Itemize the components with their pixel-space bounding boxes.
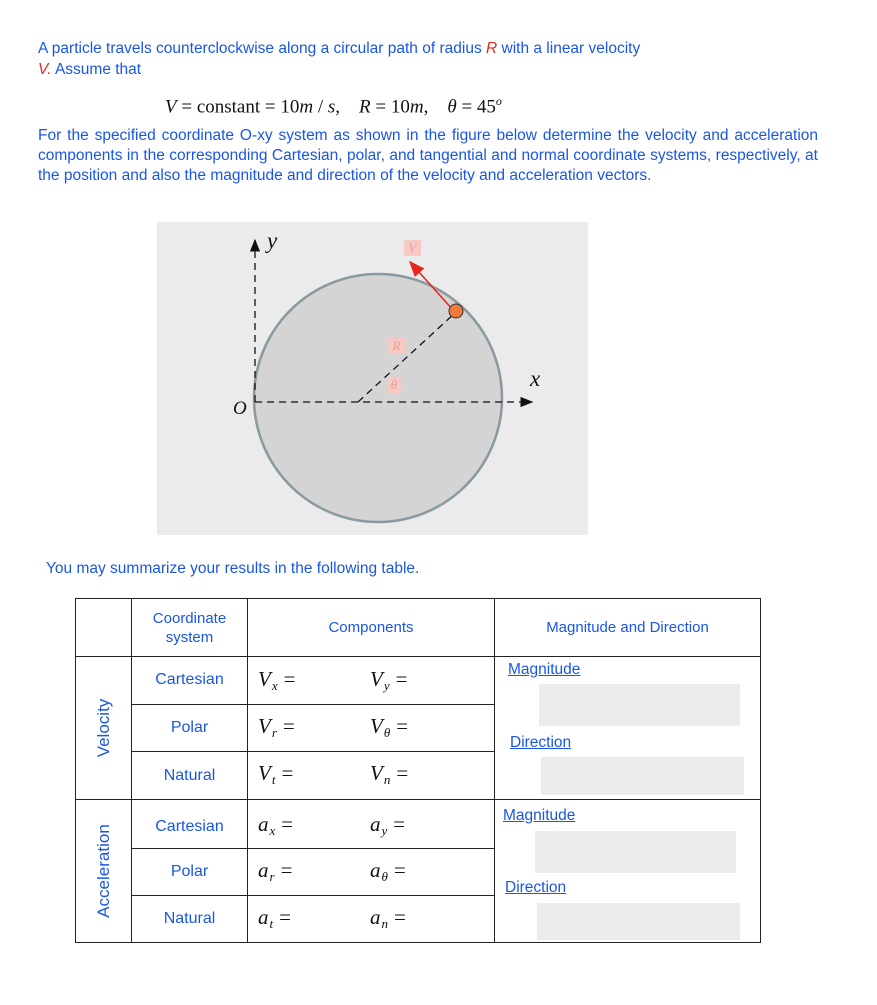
- acc-natural-c1: $a_t$ =: [258, 905, 291, 931]
- acceleration-systems: [132, 800, 248, 943]
- radius-label: R: [392, 338, 401, 353]
- acceleration-label: Acceleration: [93, 824, 113, 918]
- vel-polar-c1: $V_r$ =: [258, 714, 295, 740]
- figure-svg: [157, 222, 588, 535]
- sys-acc-cartesian: Cartesian: [155, 818, 224, 835]
- divider: [248, 751, 494, 752]
- eq-degree: o: [495, 94, 502, 108]
- eq-V: V: [165, 96, 177, 118]
- acc-cart-c1: $a_x$ =: [258, 812, 294, 838]
- velocity-label: Velocity: [93, 698, 113, 758]
- origin-label: O: [233, 398, 247, 419]
- eq-unit-m2: m: [409, 96, 424, 118]
- divider: [248, 704, 494, 705]
- acceleration-direction-answer-box[interactable]: [537, 903, 740, 940]
- divider: [248, 848, 494, 849]
- intro-text-2: with a linear velocity: [497, 40, 641, 57]
- eq-part-1: = constant = 10: [176, 96, 300, 118]
- eq-theta: θ: [447, 96, 457, 118]
- divider: [248, 895, 494, 896]
- problem-intro: [38, 38, 828, 80]
- acc-cart-c2: $a_y$ =: [370, 812, 406, 838]
- velocity-symbol: V.: [38, 61, 52, 78]
- theta-label: θ: [390, 377, 398, 392]
- acceleration-row-label: [76, 800, 132, 943]
- header-magnitude-direction: Magnitude and Direction: [495, 599, 761, 657]
- acceleration-magnitude-label: Magnitude: [503, 807, 576, 824]
- velocity-magnitude-answer-box[interactable]: [539, 684, 740, 726]
- velocity-label: V: [408, 240, 417, 255]
- header-blank: [76, 599, 132, 657]
- sys-vel-natural: Natural: [163, 767, 216, 784]
- circle-figure: [157, 222, 588, 535]
- divider: [132, 751, 247, 752]
- intro-text-3: Assume that: [51, 61, 142, 78]
- divider: [132, 848, 247, 849]
- vel-natural-c1: $V_t$ =: [258, 761, 294, 787]
- velocity-magnitude-label: Magnitude: [508, 661, 581, 678]
- sys-vel-cartesian: Cartesian: [155, 671, 224, 688]
- sys-acc-polar: Polar: [170, 863, 209, 880]
- radius-symbol: R: [486, 40, 498, 57]
- problem-statement: For the specified coordinate O-xy system as shown in the figure below determine the velocity and acceleration components in the corresponding Cartesian, polar, and tangential and normal coordinate systems, respectively, at the position and also the magnitude and direction of the velocity and acceleration vectors.: [38, 127, 818, 184]
- velocity-direction-label: Direction: [510, 734, 572, 751]
- x-axis-label: x: [530, 366, 541, 391]
- velocity-direction-answer-box[interactable]: [541, 757, 744, 795]
- acceleration-magnitude-direction: [495, 800, 761, 943]
- summary-text: You may summarize your results in the following table.: [46, 560, 420, 577]
- results-table: [75, 598, 761, 943]
- eq-part-3: = 45: [456, 96, 496, 118]
- eq-part-2: = 10: [370, 96, 410, 118]
- velocity-magnitude-direction: [495, 657, 761, 800]
- divider: [132, 895, 247, 896]
- sys-acc-natural: Natural: [163, 910, 216, 927]
- velocity-components: [248, 657, 495, 800]
- vel-cart-c2: $V_y$ =: [370, 667, 408, 693]
- given-equation: [165, 92, 502, 118]
- acceleration-components: [248, 800, 495, 943]
- vel-polar-c2: $V_\theta$ =: [370, 714, 409, 740]
- vel-natural-c2: $V_n$ =: [370, 761, 409, 787]
- sys-vel-polar: Polar: [170, 719, 209, 736]
- divider: [132, 704, 247, 705]
- acc-polar-c1: $a_r$ =: [258, 858, 293, 884]
- vel-cart-c1: $V_x$ =: [258, 667, 296, 693]
- particle: [449, 304, 463, 318]
- intro-text-1: A particle travels counterclockwise along a circular path of radius: [38, 40, 486, 57]
- y-axis-label: y: [267, 228, 278, 253]
- acc-natural-c2: $a_n$ =: [370, 905, 406, 931]
- eq-slash: /: [313, 96, 328, 118]
- velocity-row-label: [76, 657, 132, 800]
- eq-unit-m: m: [299, 96, 314, 118]
- velocity-systems: [132, 657, 248, 800]
- eq-comma-1: ,: [335, 96, 360, 118]
- header-coordinate-system: Coordinate system: [132, 599, 248, 657]
- circle-path: [254, 274, 502, 522]
- eq-unit-s: s: [327, 96, 336, 118]
- acc-polar-c2: $a_\theta$ =: [370, 858, 406, 884]
- acceleration-magnitude-answer-box[interactable]: [535, 831, 736, 873]
- eq-R: R: [359, 96, 371, 118]
- acceleration-direction-label: Direction: [505, 879, 567, 896]
- header-components: Components: [248, 599, 495, 657]
- eq-comma-2: ,: [423, 96, 448, 118]
